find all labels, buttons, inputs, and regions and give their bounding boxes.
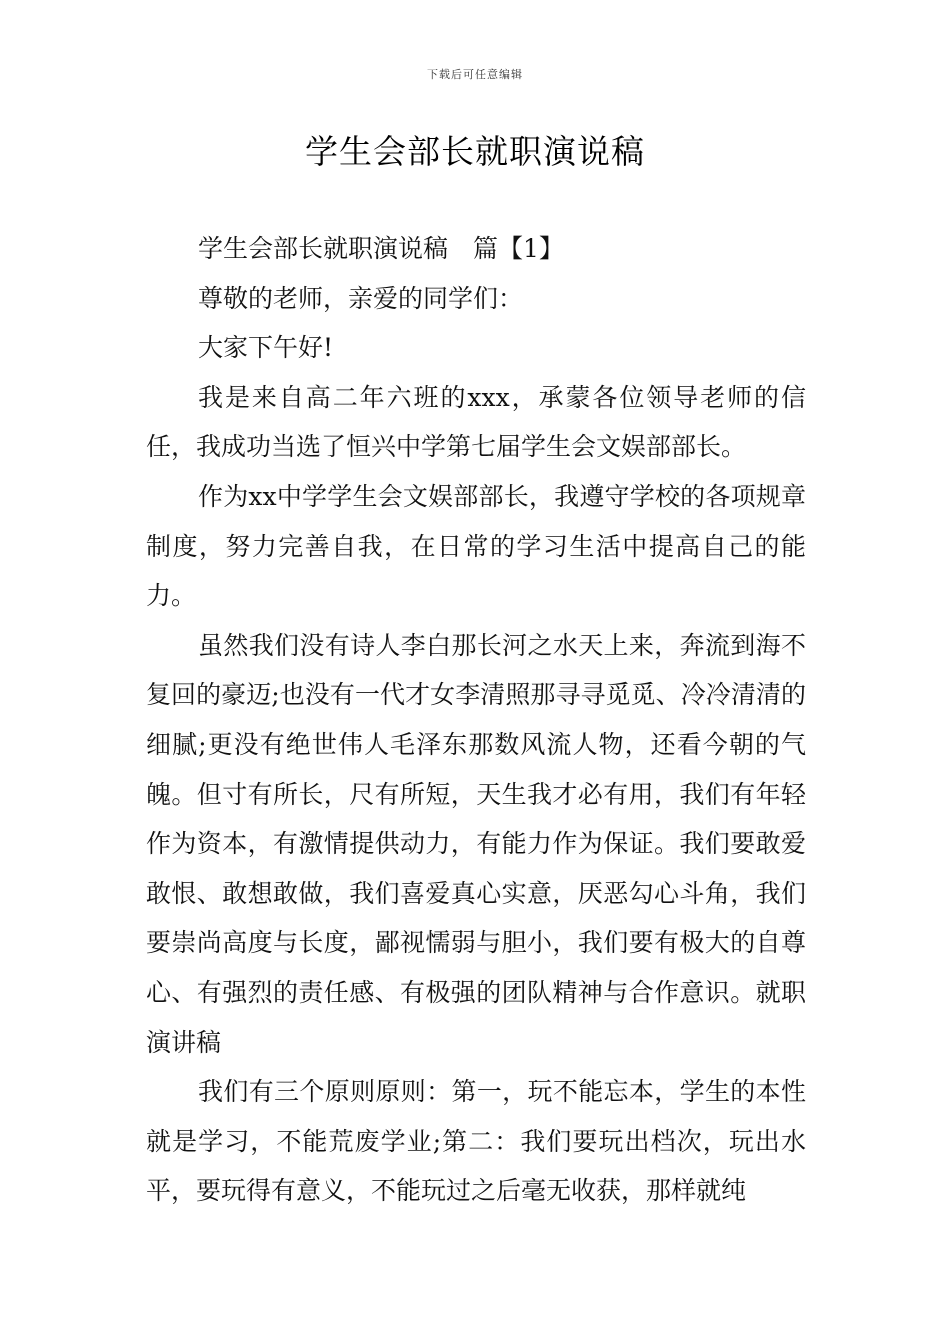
document-body: [146, 224, 806, 1216]
section-heading: 学生会部长就职演说稿 篇【1】: [198, 234, 564, 263]
paragraph-role: 作为xx中学学生会文娱部部长，我遵守学校的各项规章制度，努力完善自我，在日常的学习生活中提高自己的能力。: [146, 481, 806, 611]
paragraph-aspiration: 虽然我们没有诗人李白那长河之水天上来，奔流到海不复回的豪迈;也没有一代才女李清照那寻寻觅觅、冷冷清清的细腻;更没有绝世伟人毛泽东那数风流人物，还看今朝的气魄。但寸有所长，尺有所短，天生我才必有用，我们有年轻作为资本，有激情提供动力，有能力作为保证。我们要敢爱敢恨、敢想敢做，我们喜爱真心实意，厌恶勾心斗角，我们要崇尚高度与长度，鄙视懦弱与胆小，我们要有极大的自尊心、有强烈的责任感、有极强的团队精神与合作意识。就职演讲稿: [146, 630, 806, 1057]
page-header-note: 下载后可任意编辑: [427, 68, 523, 81]
paragraph-introduction: 我是来自高二年六班的xxx，承蒙各位领导老师的信任，我成功当选了恒兴中学第七届学生会文娱部部长。: [146, 382, 806, 462]
document-title: 学生会部长就职演说稿: [305, 132, 645, 171]
greeting: 大家下午好!: [198, 333, 334, 363]
paragraph-principles: 我们有三个原则原则：第一，玩不能忘本，学生的本性就是学习，不能荒废学业;第二：我们要玩出档次，玩出水平，要玩得有意义，不能玩过之后毫无收获，那样就纯: [146, 1077, 806, 1206]
salutation: 尊敬的老师，亲爱的同学们：: [198, 283, 524, 313]
